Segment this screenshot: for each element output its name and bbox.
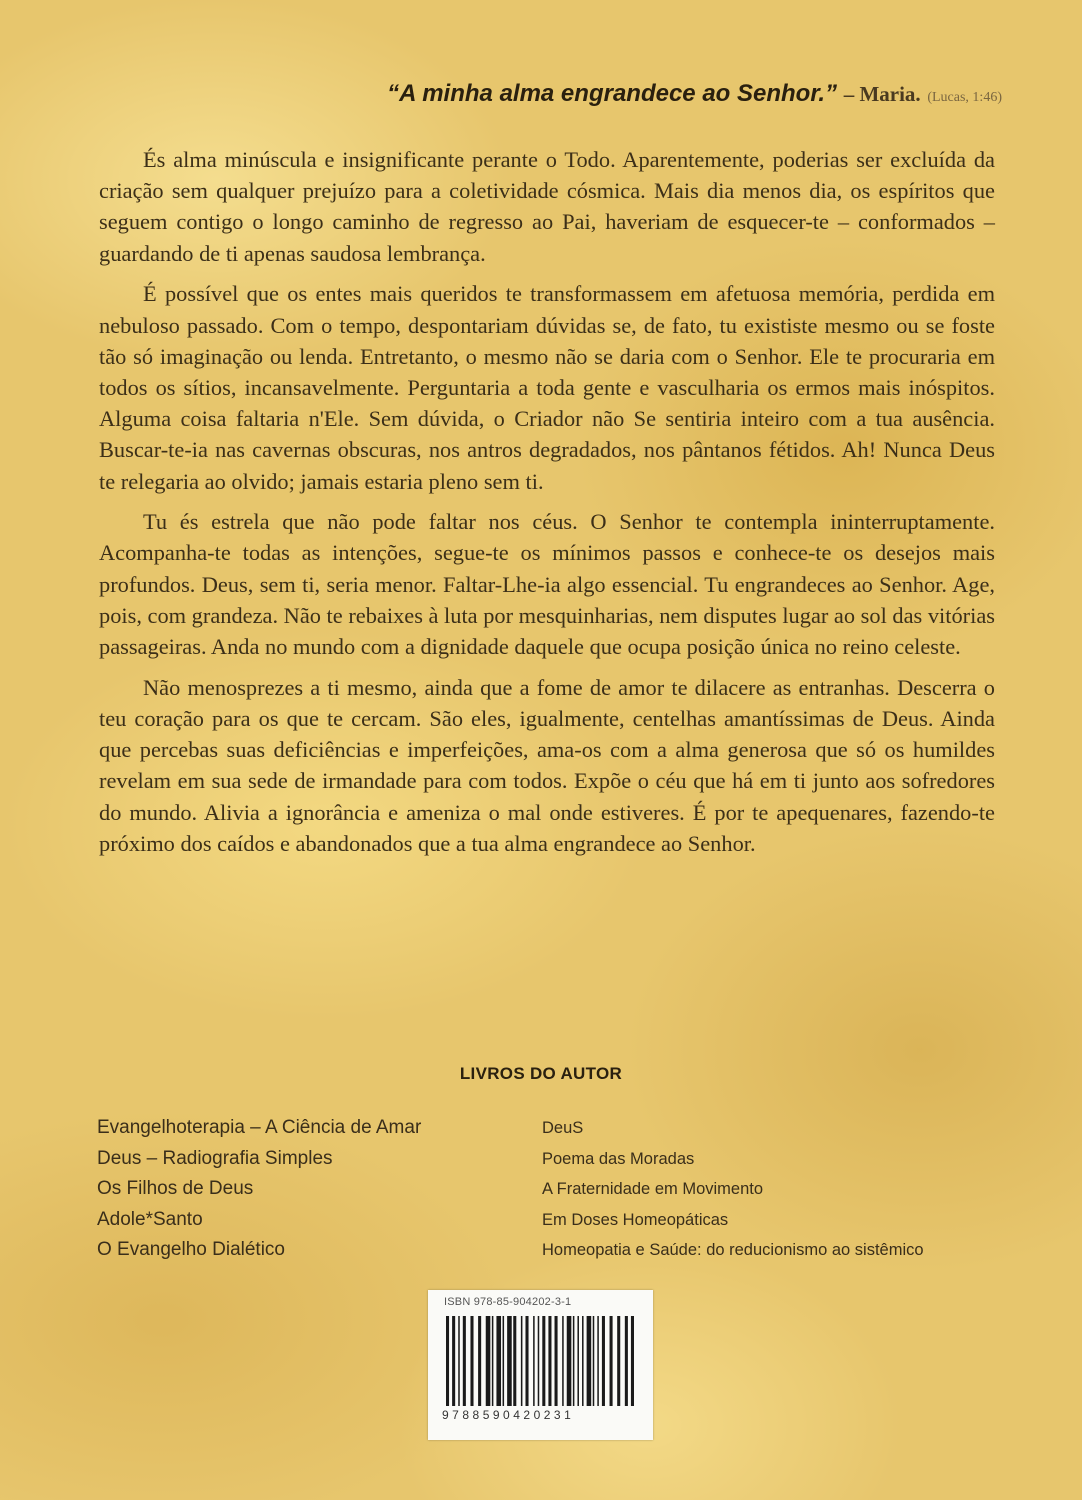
barcode-bar — [567, 1316, 572, 1406]
barcode-bar — [452, 1316, 455, 1406]
barcode-bar — [521, 1316, 523, 1406]
paragraph-3: Tu és estrela que não pode faltar nos céus. O Senhor te contempla ininterruptamente. Acompanha-te todas as intenções, segue-te os mínimos passos e conhece-te os desejos mais profundos. Deus, sem ti, seria menor. Faltar-Lhe-ia algo essencial. Tu engrandeces ao Senhor. Age, pois, com grandeza. Não te rebaixes à luta por mesquinharias, nem disputes lugar ao sol das vitórias passageiras. Anda no mundo com a dignidade daquele que ocupa posição única no reino celeste. — [99, 509, 995, 660]
barcode-bar — [538, 1316, 540, 1406]
barcode-image — [444, 1316, 638, 1408]
book-title: A Fraternidade em Movimento — [542, 1180, 764, 1198]
book-title: O Evangelho Dialético — [97, 1239, 285, 1260]
barcode-bar — [562, 1316, 564, 1406]
epigraph-reference: (Lucas, 1:46) — [927, 90, 1002, 105]
barcode-bar — [555, 1316, 558, 1406]
barcode-bar — [458, 1316, 460, 1406]
body-text — [99, 144, 995, 868]
barcode-bar — [548, 1316, 551, 1406]
barcode-bar — [533, 1316, 535, 1406]
barcode-digits: 9788590420231 — [442, 1408, 575, 1422]
barcode-bar — [631, 1316, 634, 1406]
barcode-bar — [593, 1316, 595, 1406]
barcode-bar — [486, 1316, 491, 1406]
barcode-bar — [602, 1316, 605, 1406]
barcode-bar — [513, 1316, 516, 1406]
barcode-bar — [597, 1316, 599, 1406]
barcode-bar — [525, 1316, 528, 1406]
book-title: Homeopatia e Saúde: do reducionismo ao sistêmico — [542, 1241, 924, 1259]
barcode-bar — [496, 1316, 501, 1406]
book-title: Poema das Moradas — [542, 1149, 695, 1168]
barcode-bar — [507, 1316, 512, 1406]
barcode-bar — [625, 1316, 628, 1406]
barcode-bar — [470, 1316, 473, 1406]
book-title: DeuS — [542, 1119, 584, 1137]
barcode-bar — [446, 1316, 449, 1406]
books-list-left — [97, 1113, 421, 1266]
barcode-bar — [463, 1316, 466, 1406]
barcode-bar — [617, 1316, 620, 1406]
paragraph-1: És alma minúscula e insignificante perante o Todo. Aparentemente, poderias ser excluída da criação sem qualquer prejuízo para a coletividade cósmica. Mais dia menos dia, os espíritos que seguem contigo o longo caminho de regresso ao Pai, haveriam de esquecer-te – conformados – guardando de ti apenas saudosa lembrança. — [99, 147, 995, 266]
books-heading: LIVROS DO AUTOR — [459, 1064, 623, 1083]
barcode-bar — [542, 1316, 545, 1406]
barcode-bar — [573, 1316, 575, 1406]
isbn-barcode — [428, 1290, 653, 1440]
books-list-right — [542, 1113, 924, 1266]
barcode-bar — [478, 1316, 481, 1406]
barcode-bar — [610, 1316, 613, 1406]
book-title: Os Filhos de Deus — [97, 1178, 254, 1199]
barcode-bar — [577, 1316, 579, 1406]
book-title: Evangelhoterapia – A Ciência de Amar — [97, 1117, 422, 1138]
epigraph-author: – Maria. — [843, 82, 921, 106]
epigraph-quote: “A minha alma engrandece ao Senhor.” — [387, 80, 838, 107]
barcode-bar — [587, 1316, 592, 1406]
book-title: Adole*Santo — [97, 1208, 203, 1230]
epigraph — [387, 80, 1002, 108]
barcode-bar — [503, 1316, 505, 1406]
barcode-bar — [582, 1316, 584, 1406]
paragraph-2: É possível que os entes mais queridos te transformassem em afetuosa memória, perdida em nebuloso passado. Com o tempo, despontariam dúvidas se, de fato, tu exististe mesmo ou se foste tão só imaginação ou lenda. Entretanto, o mesmo não se daria com o Senhor. Ele te procuraria em todos os sítios, incansavelmente. Perguntaria a toda gente e vasculharia os ermos mais inóspitos. Alguma coisa faltaria n'Ele. Sem dúvida, o Criador não Se sentiria inteiro com a tua ausência. Buscar-te-ia nas cavernas obscuras, nos antros degradados, nos pântanos fétidos. Ah! Nunca Deus te relegaria ao olvido; jamais estaria pleno sem ti. — [99, 281, 995, 494]
paragraph-4: Não menosprezes a ti mesmo, ainda que a fome de amor te dilacere as entranhas. Descerra o teu coração para os que te cercam. São eles, igualmente, centelhas amantíssimas de Deus. Ainda que percebas suas deficiências e imperfeições, ama-os com a alma generosa que só os humildes revelam em sua sede de irmandade para com todos. Expõe o céu que há em ti junto aos sofredores do mundo. Alivia a ignorância e ameniza o mal onde estiveres. É por te apequenares, fazendo-te próximo dos caídos e abandonados que a tua alma engrandece ao Senhor. — [99, 674, 995, 856]
book-title: Em Doses Homeopáticas — [542, 1210, 729, 1229]
isbn-label: ISBN 978-85-904202-3-1 — [444, 1296, 572, 1308]
barcode-bar — [492, 1316, 494, 1406]
book-title: Deus – Radiografia Simples — [97, 1147, 333, 1169]
